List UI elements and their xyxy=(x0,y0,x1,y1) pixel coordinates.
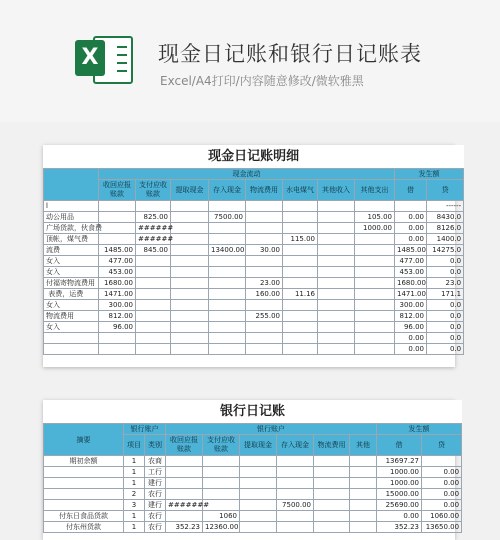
cash-value-cell[interactable] xyxy=(283,300,318,311)
cash-summary-cell[interactable]: 女入 xyxy=(44,300,99,311)
bank-value-cell[interactable]: 0.00 xyxy=(422,500,462,511)
cash-column-header: 支付应收账款 xyxy=(136,180,171,201)
cash-column-header: 水电煤气 xyxy=(283,180,318,201)
bank-account-header: 银行账户 xyxy=(124,424,166,435)
cash-value-cell[interactable] xyxy=(209,300,246,311)
bank-value-cell[interactable] xyxy=(350,489,377,500)
cash-row xyxy=(44,212,464,223)
bank-row xyxy=(44,456,462,467)
cash-value-cell[interactable] xyxy=(136,300,171,311)
cash-value-cell[interactable]: 105.00 xyxy=(355,212,395,223)
cash-value-cell[interactable] xyxy=(355,289,395,300)
cash-value-cell[interactable] xyxy=(283,344,318,355)
bank-value-cell[interactable]: 农行 xyxy=(145,489,166,500)
cash-value-cell[interactable]: 160.00 xyxy=(246,289,283,300)
cash-value-cell[interactable]: 453.00 xyxy=(99,267,136,278)
bank-value-cell[interactable]: 12360.00 xyxy=(203,522,240,533)
bank-value-cell[interactable]: 352.23 xyxy=(166,522,203,533)
bank-value-cell[interactable] xyxy=(314,489,350,500)
cash-value-cell[interactable]: 1680.00 xyxy=(395,278,427,289)
cash-value-cell[interactable] xyxy=(171,278,209,289)
bank-value-cell[interactable]: 13697.27 xyxy=(377,456,422,467)
bank-summary-cell[interactable] xyxy=(44,500,124,511)
cash-value-cell[interactable] xyxy=(355,300,395,311)
cash-value-cell[interactable] xyxy=(355,278,395,289)
cash-value-cell[interactable]: ###### xyxy=(136,234,171,245)
cash-value-cell[interactable]: 0.00 xyxy=(395,333,427,344)
bank-column-header: 提取现金 xyxy=(240,435,277,456)
bank-value-cell[interactable] xyxy=(240,522,277,533)
cash-value-cell[interactable] xyxy=(209,256,246,267)
cash-value-cell[interactable] xyxy=(171,322,209,333)
bank-account-header-2: 银行账户 xyxy=(166,424,377,435)
cash-value-cell[interactable]: 8430.0 xyxy=(427,212,464,223)
cash-summary-cell[interactable]: l xyxy=(44,201,99,212)
cash-value-cell[interactable] xyxy=(171,311,209,322)
page-subtitle: Excel/A4打印/内容随意修改/微软雅黑 xyxy=(160,74,364,88)
cash-value-cell[interactable] xyxy=(355,256,395,267)
cash-value-cell[interactable] xyxy=(136,289,171,300)
cash-summary-cell[interactable]: 女入 xyxy=(44,267,99,278)
bank-summary-cell[interactable]: 期初余额 xyxy=(44,456,124,467)
cash-value-cell[interactable] xyxy=(136,322,171,333)
bank-column-header: 支付应收账款 xyxy=(203,435,240,456)
cash-value-cell[interactable] xyxy=(99,223,136,234)
bank-value-cell[interactable] xyxy=(350,478,377,489)
cash-summary-cell[interactable]: 付福寄物流费用 xyxy=(44,278,99,289)
bank-value-cell[interactable] xyxy=(314,511,350,522)
bank-column-header: 贷 xyxy=(422,435,462,456)
cash-value-cell[interactable] xyxy=(283,267,318,278)
cash-value-cell[interactable]: 0.00 xyxy=(395,223,427,234)
cash-value-cell[interactable]: 300.00 xyxy=(395,300,427,311)
bank-value-cell[interactable]: 工行 xyxy=(145,467,166,478)
cash-value-cell[interactable] xyxy=(246,256,283,267)
cash-value-cell[interactable] xyxy=(395,201,427,212)
cash-column-header: 收回应报账款 xyxy=(99,180,136,201)
cash-value-cell[interactable] xyxy=(283,333,318,344)
cash-value-cell[interactable] xyxy=(318,300,355,311)
cash-value-cell[interactable] xyxy=(318,201,355,212)
cash-value-cell[interactable] xyxy=(355,333,395,344)
page-title: 现金日记账和银行日记账表 xyxy=(158,42,422,66)
bank-row xyxy=(44,500,462,511)
cash-value-cell[interactable] xyxy=(136,333,171,344)
cash-value-cell[interactable] xyxy=(136,311,171,322)
bank-value-cell[interactable] xyxy=(350,522,377,533)
bank-value-cell[interactable]: 0.00 xyxy=(377,511,422,522)
bank-value-cell[interactable]: ####### xyxy=(166,500,203,511)
bank-journal-title: 银行日记账 xyxy=(44,400,462,424)
cash-value-cell[interactable]: 1400.0 xyxy=(427,234,464,245)
cash-value-cell[interactable]: 1680.00 xyxy=(99,278,136,289)
cash-column-header: 借 xyxy=(395,180,427,201)
cash-value-cell[interactable] xyxy=(246,234,283,245)
bank-value-cell[interactable] xyxy=(240,467,277,478)
cash-value-cell[interactable] xyxy=(355,322,395,333)
cash-value-cell[interactable]: 14275.0 xyxy=(427,245,464,256)
bank-value-cell[interactable] xyxy=(277,478,314,489)
cash-value-cell[interactable]: 1471.00 xyxy=(99,289,136,300)
bank-value-cell[interactable] xyxy=(166,467,203,478)
cash-value-cell[interactable] xyxy=(171,267,209,278)
cash-value-cell[interactable] xyxy=(171,333,209,344)
cash-value-cell[interactable] xyxy=(209,223,246,234)
cash-value-cell[interactable] xyxy=(318,344,355,355)
cash-summary-cell[interactable]: 女入 xyxy=(44,322,99,333)
cash-value-cell[interactable] xyxy=(283,311,318,322)
cash-column-header: 其他支出 xyxy=(355,180,395,201)
bank-value-cell[interactable] xyxy=(314,478,350,489)
cash-value-cell[interactable] xyxy=(171,234,209,245)
cash-column-header: 提取现金 xyxy=(171,180,209,201)
cash-value-cell[interactable] xyxy=(318,311,355,322)
cash-value-cell[interactable]: 0.0 xyxy=(427,333,464,344)
bank-value-cell[interactable] xyxy=(240,511,277,522)
cash-value-cell[interactable] xyxy=(318,322,355,333)
cash-summary-header xyxy=(44,169,99,201)
cash-value-cell[interactable]: 23.00 xyxy=(246,278,283,289)
cash-value-cell[interactable] xyxy=(283,322,318,333)
cash-summary-cell[interactable]: 物流费用 xyxy=(44,311,99,322)
cash-summary-cell[interactable] xyxy=(44,333,99,344)
bank-value-cell[interactable] xyxy=(203,478,240,489)
cash-value-cell[interactable]: 300.00 xyxy=(99,300,136,311)
bank-summary-cell[interactable] xyxy=(44,489,124,500)
cash-value-cell[interactable] xyxy=(318,267,355,278)
cash-value-cell[interactable] xyxy=(246,201,283,212)
cash-value-cell[interactable] xyxy=(99,234,136,245)
cash-value-cell[interactable]: 7500.00 xyxy=(209,212,246,223)
cash-value-cell[interactable]: 812.00 xyxy=(395,311,427,322)
cash-value-cell[interactable] xyxy=(318,212,355,223)
bank-value-cell[interactable]: 1060.00 xyxy=(422,511,462,522)
cash-value-cell[interactable]: 0.0 xyxy=(427,256,464,267)
bank-value-cell[interactable] xyxy=(350,511,377,522)
bank-value-cell[interactable] xyxy=(277,467,314,478)
cash-value-cell[interactable] xyxy=(136,344,171,355)
bank-journal-table xyxy=(43,400,462,533)
cash-value-cell[interactable] xyxy=(355,267,395,278)
cash-value-cell[interactable]: 812.00 xyxy=(99,311,136,322)
bank-summary-header: 摘要 xyxy=(44,424,124,456)
cash-value-cell[interactable]: 0.0 xyxy=(427,322,464,333)
cash-column-header: 贷 xyxy=(427,180,464,201)
bank-value-cell[interactable] xyxy=(203,467,240,478)
bank-value-cell[interactable]: 1 xyxy=(124,456,145,467)
bank-column-header: 其他 xyxy=(350,435,377,456)
bank-value-cell[interactable] xyxy=(350,456,377,467)
cash-value-cell[interactable]: ------ xyxy=(427,201,464,212)
cash-value-cell[interactable]: 0.0 xyxy=(427,311,464,322)
bank-row xyxy=(44,489,462,500)
cash-value-cell[interactable]: 23.0 xyxy=(427,278,464,289)
bank-value-cell[interactable] xyxy=(166,489,203,500)
cash-value-cell[interactable]: 8126.0 xyxy=(427,223,464,234)
cash-value-cell[interactable] xyxy=(246,322,283,333)
bank-value-cell[interactable] xyxy=(314,522,350,533)
cash-journal-table xyxy=(43,145,464,355)
bank-value-cell[interactable] xyxy=(422,456,462,467)
bank-value-cell[interactable]: 7500.00 xyxy=(277,500,314,511)
cash-value-cell[interactable]: 13400.00 xyxy=(209,245,246,256)
cash-value-cell[interactable] xyxy=(171,344,209,355)
cash-value-cell[interactable] xyxy=(246,223,283,234)
cash-value-cell[interactable] xyxy=(246,300,283,311)
cash-value-cell[interactable] xyxy=(136,278,171,289)
cash-value-cell[interactable] xyxy=(283,278,318,289)
bank-value-cell[interactable]: 1000.00 xyxy=(377,478,422,489)
cash-value-cell[interactable] xyxy=(246,267,283,278)
cash-value-cell[interactable] xyxy=(171,201,209,212)
cash-summary-cell[interactable]: 广场货款，伙食费 xyxy=(44,223,99,234)
bank-value-cell[interactable] xyxy=(277,489,314,500)
cash-amount-header: 发生额 xyxy=(395,169,464,180)
bank-row xyxy=(44,511,462,522)
bank-value-cell[interactable] xyxy=(314,467,350,478)
cash-value-cell[interactable] xyxy=(318,245,355,256)
bank-journal-sheet xyxy=(43,400,460,540)
cash-value-cell[interactable] xyxy=(209,289,246,300)
cash-summary-cell[interactable]: 表费，运费 xyxy=(44,289,99,300)
bank-column-header: 借 xyxy=(377,435,422,456)
bank-value-cell[interactable]: 0.00 xyxy=(422,478,462,489)
cash-value-cell[interactable]: 0.00 xyxy=(395,344,427,355)
cash-row xyxy=(44,278,464,289)
cash-value-cell[interactable] xyxy=(99,201,136,212)
bank-column-header: 项目 xyxy=(124,435,145,456)
bank-summary-cell[interactable]: 付东州货款 xyxy=(44,522,124,533)
bank-value-cell[interactable]: 0.00 xyxy=(422,489,462,500)
cash-row xyxy=(44,201,464,212)
cash-value-cell[interactable] xyxy=(209,234,246,245)
bank-value-cell[interactable]: 1 xyxy=(124,478,145,489)
bank-value-cell[interactable] xyxy=(240,478,277,489)
bank-value-cell[interactable]: 352.23 xyxy=(377,522,422,533)
cash-value-cell[interactable] xyxy=(246,344,283,355)
cash-row xyxy=(44,333,464,344)
bank-value-cell[interactable]: 1000.00 xyxy=(377,467,422,478)
cash-value-cell[interactable]: 1471.00 xyxy=(395,289,427,300)
cash-summary-cell[interactable] xyxy=(44,344,99,355)
cash-row xyxy=(44,311,464,322)
bank-value-cell[interactable] xyxy=(277,511,314,522)
cash-value-cell[interactable]: 96.00 xyxy=(395,322,427,333)
cash-summary-cell[interactable]: 女入 xyxy=(44,256,99,267)
bank-value-cell[interactable]: 建行 xyxy=(145,500,166,511)
cash-row xyxy=(44,289,464,300)
bank-row xyxy=(44,478,462,489)
bank-value-cell[interactable]: 农商 xyxy=(145,456,166,467)
cash-value-cell[interactable]: 115.00 xyxy=(283,234,318,245)
cash-group-header: 现金流动 xyxy=(99,169,395,180)
bank-value-cell[interactable]: 2 xyxy=(124,489,145,500)
bank-value-cell[interactable] xyxy=(203,456,240,467)
cash-value-cell[interactable] xyxy=(283,245,318,256)
cash-value-cell[interactable]: 0.0 xyxy=(427,344,464,355)
bank-row xyxy=(44,522,462,533)
cash-value-cell[interactable] xyxy=(209,278,246,289)
bank-summary-cell[interactable]: 付东日食品货款 xyxy=(44,511,124,522)
cash-value-cell[interactable]: 0.00 xyxy=(395,234,427,245)
bank-column-header: 存入现金 xyxy=(277,435,314,456)
cash-value-cell[interactable]: 1485.00 xyxy=(99,245,136,256)
cash-value-cell[interactable] xyxy=(171,289,209,300)
bank-value-cell[interactable] xyxy=(350,467,377,478)
cash-value-cell[interactable] xyxy=(171,256,209,267)
cash-value-cell[interactable]: 0.0 xyxy=(427,267,464,278)
bank-value-cell[interactable]: 农行 xyxy=(145,511,166,522)
bank-value-cell[interactable] xyxy=(314,500,350,511)
cash-value-cell[interactable] xyxy=(136,256,171,267)
cash-value-cell[interactable] xyxy=(318,256,355,267)
cash-value-cell[interactable]: 255.00 xyxy=(246,311,283,322)
bank-value-cell[interactable] xyxy=(203,489,240,500)
bank-value-cell[interactable] xyxy=(240,456,277,467)
excel-logo-icon xyxy=(75,30,131,86)
cash-summary-cell[interactable]: 流费 xyxy=(44,245,99,256)
cash-row xyxy=(44,256,464,267)
bank-value-cell[interactable]: 1 xyxy=(124,467,145,478)
bank-value-cell[interactable] xyxy=(240,489,277,500)
bank-value-cell[interactable] xyxy=(166,511,203,522)
bank-value-cell[interactable] xyxy=(166,478,203,489)
cash-journal-sheet xyxy=(43,145,462,367)
cash-value-cell[interactable]: 171.1 xyxy=(427,289,464,300)
cash-value-cell[interactable]: 1485.00 xyxy=(395,245,427,256)
cash-value-cell[interactable] xyxy=(283,223,318,234)
cash-value-cell[interactable] xyxy=(355,201,395,212)
excel-badge: X xyxy=(75,40,105,76)
cash-value-cell[interactable] xyxy=(99,212,136,223)
bank-value-cell[interactable] xyxy=(277,522,314,533)
cash-value-cell[interactable] xyxy=(283,212,318,223)
bank-value-cell[interactable]: 13650.00 xyxy=(422,522,462,533)
bank-value-cell[interactable] xyxy=(314,456,350,467)
cash-value-cell[interactable] xyxy=(99,333,136,344)
cash-value-cell[interactable] xyxy=(246,333,283,344)
bank-column-header: 类别 xyxy=(145,435,166,456)
cash-column-header: 其他收入 xyxy=(318,180,355,201)
cash-value-cell[interactable] xyxy=(171,300,209,311)
bank-row xyxy=(44,467,462,478)
bank-value-cell[interactable]: 25690.00 xyxy=(377,500,422,511)
cash-value-cell[interactable] xyxy=(355,311,395,322)
cash-summary-cell[interactable]: 动公用品 xyxy=(44,212,99,223)
cash-value-cell[interactable]: 477.00 xyxy=(99,256,136,267)
cash-row xyxy=(44,267,464,278)
bank-value-cell[interactable]: 建行 xyxy=(145,478,166,489)
cash-value-cell[interactable] xyxy=(283,201,318,212)
cash-value-cell[interactable] xyxy=(209,344,246,355)
cash-value-cell[interactable]: 0.00 xyxy=(395,212,427,223)
cash-value-cell[interactable] xyxy=(283,256,318,267)
cash-value-cell[interactable]: 1000.00 xyxy=(355,223,395,234)
cash-value-cell[interactable]: 477.00 xyxy=(395,256,427,267)
cash-value-cell[interactable] xyxy=(209,322,246,333)
cash-column-header: 物流费用 xyxy=(246,180,283,201)
page-header xyxy=(0,0,500,122)
cash-journal-title: 现金日记账明细 xyxy=(44,145,464,169)
cash-value-cell[interactable]: 825.00 xyxy=(136,212,171,223)
bank-value-cell[interactable]: 1060 xyxy=(203,511,240,522)
cash-value-cell[interactable]: 0.0 xyxy=(427,300,464,311)
cash-value-cell[interactable]: 453.00 xyxy=(395,267,427,278)
cash-row xyxy=(44,223,464,234)
cash-column-header: 存入现金 xyxy=(209,180,246,201)
bank-summary-cell[interactable] xyxy=(44,478,124,489)
bank-value-cell[interactable]: 1 xyxy=(124,511,145,522)
cash-value-cell[interactable] xyxy=(209,311,246,322)
cash-value-cell[interactable] xyxy=(209,333,246,344)
bank-value-cell[interactable]: 3 xyxy=(124,500,145,511)
bank-value-cell[interactable] xyxy=(240,500,277,511)
cash-row xyxy=(44,234,464,245)
bank-value-cell[interactable]: 1 xyxy=(124,522,145,533)
cash-value-cell[interactable] xyxy=(171,245,209,256)
bank-value-cell[interactable]: 农行 xyxy=(145,522,166,533)
bank-value-cell[interactable] xyxy=(350,500,377,511)
cash-value-cell[interactable] xyxy=(136,267,171,278)
bank-column-header: 收回应报账款 xyxy=(166,435,203,456)
cash-value-cell[interactable] xyxy=(318,278,355,289)
cash-value-cell[interactable] xyxy=(355,344,395,355)
bank-value-cell[interactable]: 15000.00 xyxy=(377,489,422,500)
cash-value-cell[interactable] xyxy=(318,289,355,300)
cash-row xyxy=(44,344,464,355)
cash-value-cell[interactable] xyxy=(99,344,136,355)
cash-value-cell[interactable] xyxy=(318,223,355,234)
cash-row xyxy=(44,300,464,311)
cash-value-cell[interactable] xyxy=(171,223,209,234)
cash-value-cell[interactable] xyxy=(318,234,355,245)
cash-value-cell[interactable]: 11.16 xyxy=(283,289,318,300)
cash-value-cell[interactable]: ###### xyxy=(136,223,171,234)
bank-value-cell[interactable] xyxy=(166,456,203,467)
bank-value-cell[interactable]: 0.00 xyxy=(422,467,462,478)
cash-value-cell[interactable] xyxy=(209,201,246,212)
cash-value-cell[interactable]: 96.00 xyxy=(99,322,136,333)
cash-value-cell[interactable] xyxy=(355,234,395,245)
cash-value-cell[interactable] xyxy=(318,333,355,344)
cash-value-cell[interactable] xyxy=(209,267,246,278)
cash-value-cell[interactable] xyxy=(246,212,283,223)
cash-value-cell[interactable] xyxy=(171,212,209,223)
cash-value-cell[interactable]: 30.00 xyxy=(246,245,283,256)
cash-value-cell[interactable]: 845.00 xyxy=(136,245,171,256)
bank-column-header: 物流费用 xyxy=(314,435,350,456)
bank-amount-header: 发生额 xyxy=(377,424,462,435)
cash-value-cell[interactable] xyxy=(355,245,395,256)
cash-row xyxy=(44,322,464,333)
cash-summary-cell[interactable]: 顶帐，煤气费 xyxy=(44,234,99,245)
bank-value-cell[interactable] xyxy=(277,456,314,467)
bank-summary-cell[interactable] xyxy=(44,467,124,478)
cash-row xyxy=(44,245,464,256)
cash-value-cell[interactable] xyxy=(136,201,171,212)
